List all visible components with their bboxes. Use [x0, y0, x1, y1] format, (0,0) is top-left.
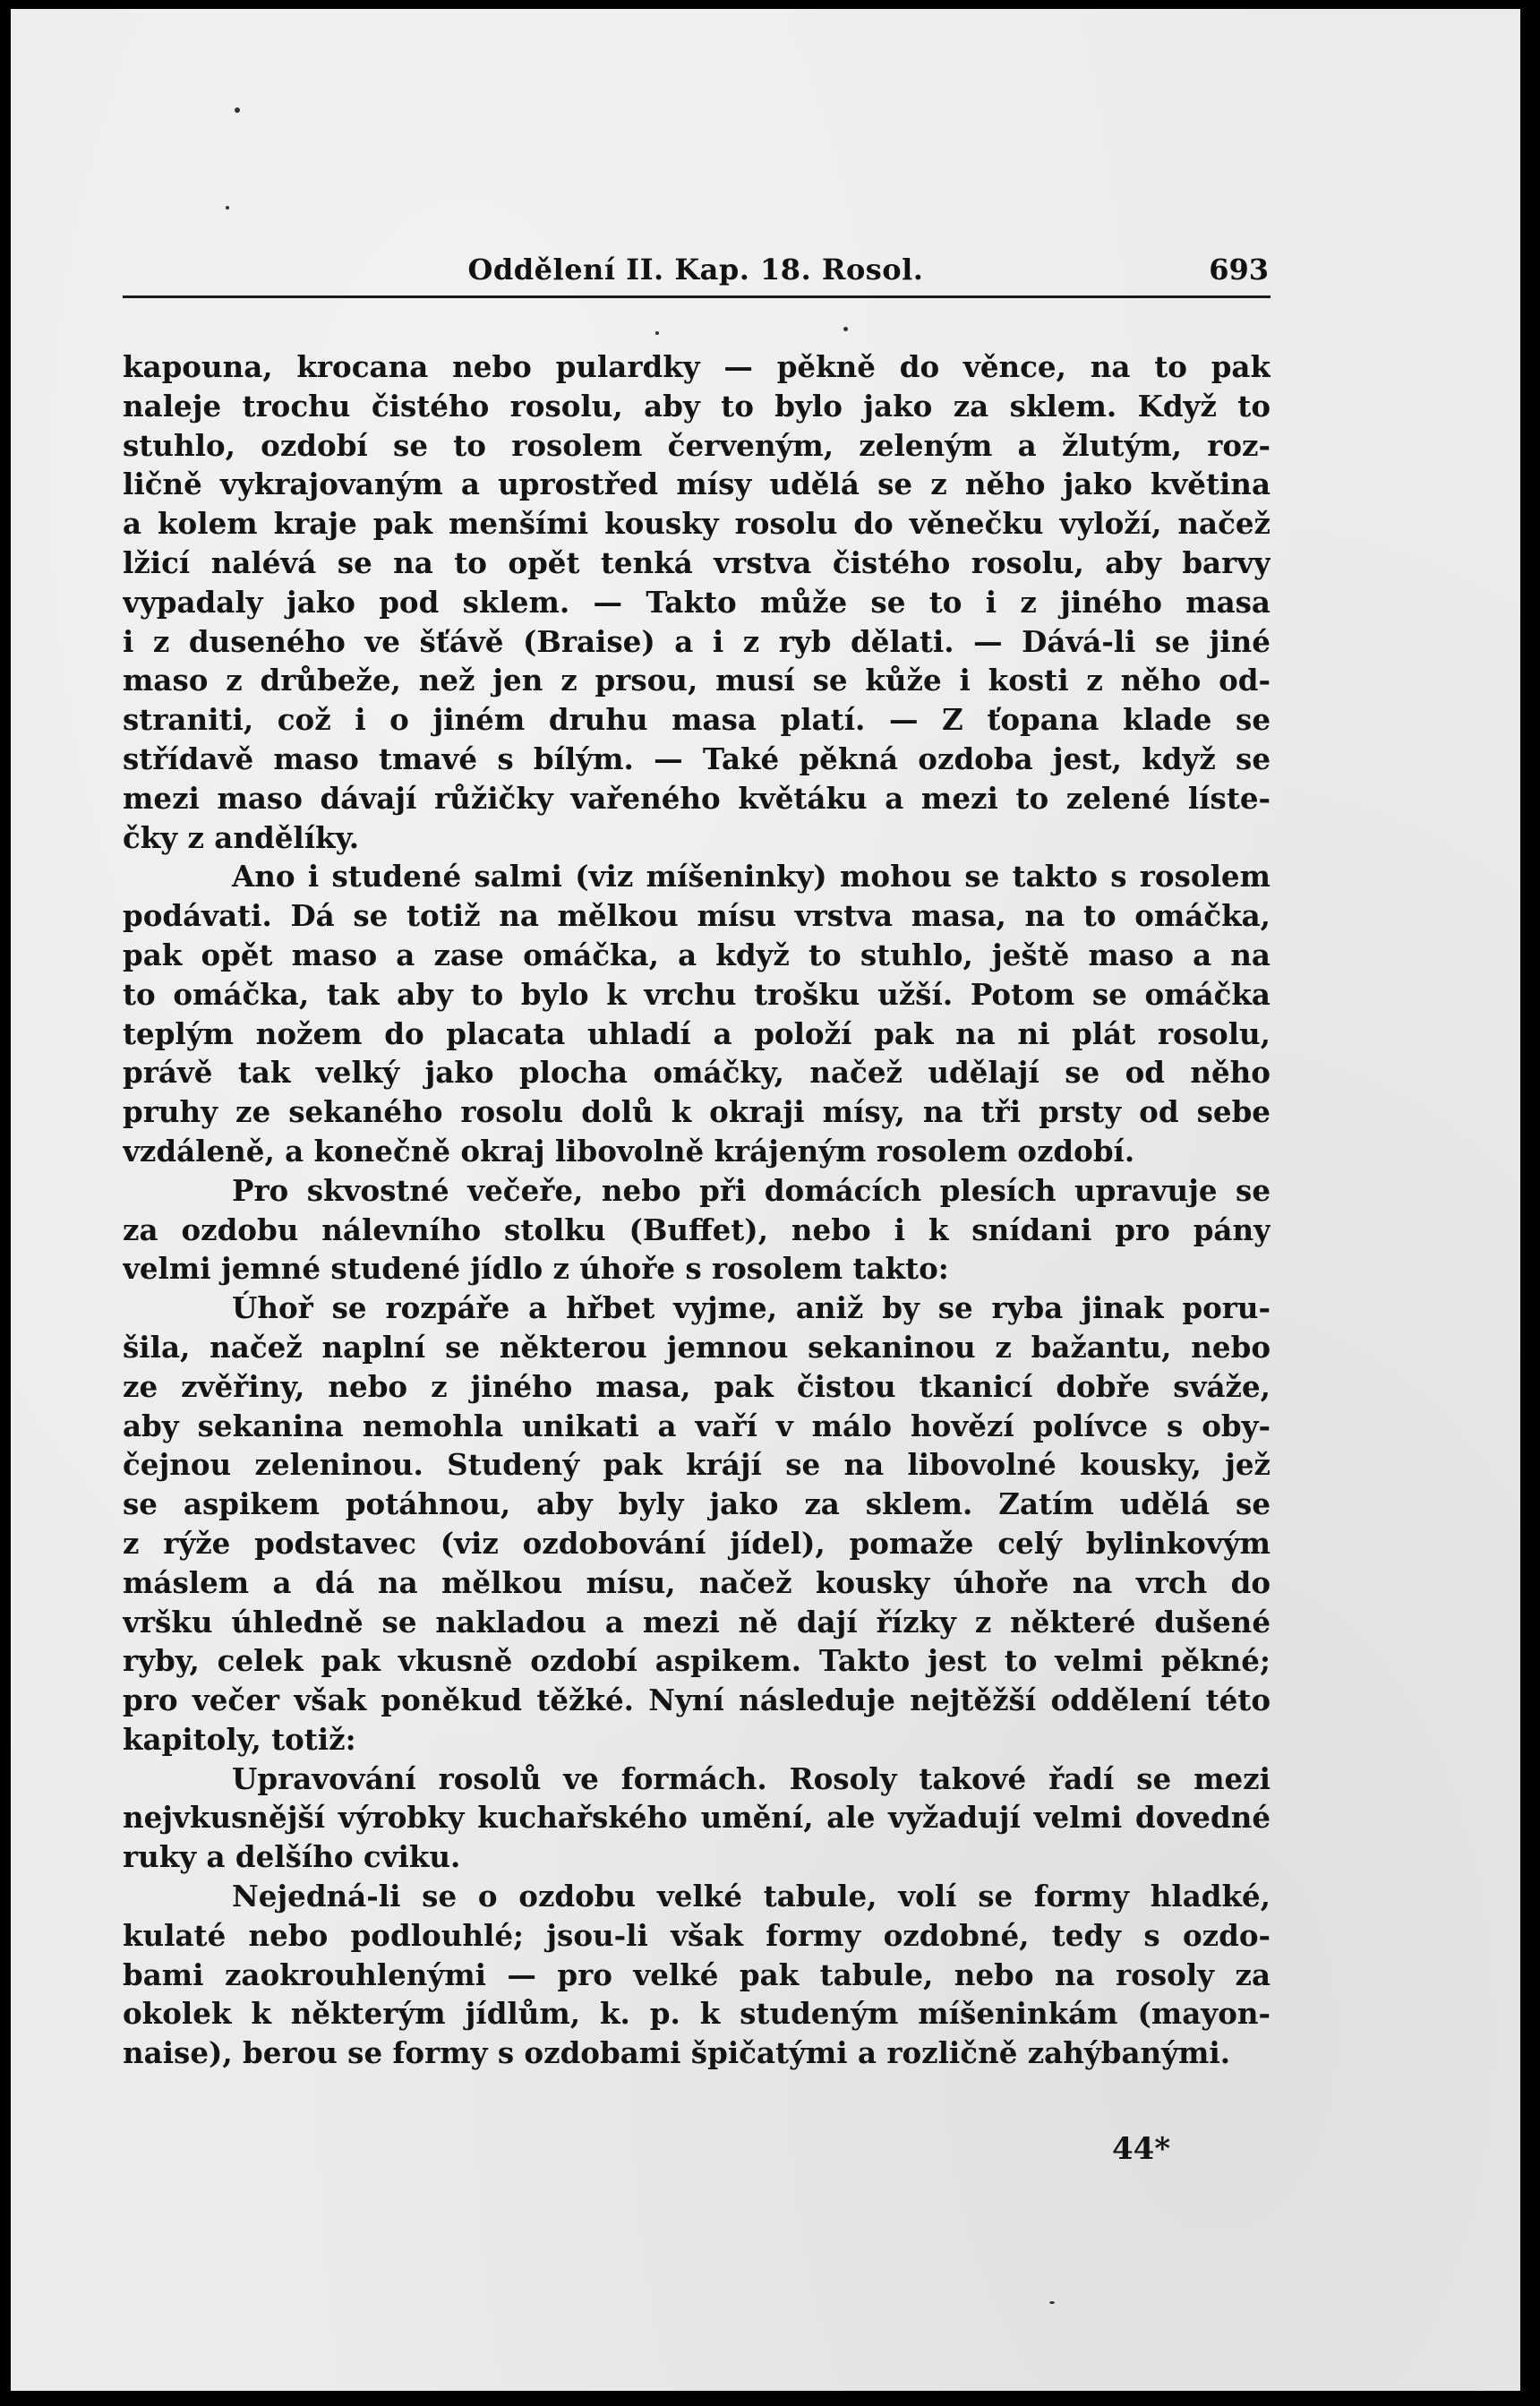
text-line: kapouna, krocana nebo pulardky — pěkně do věnce, na to pak — [123, 349, 1270, 384]
text-line: a kolem kraje pak menšími kousky rosolu do věnečku vyloží, načež — [123, 506, 1270, 542]
text-line: lžicí nalévá se na to opět tenká vrstva čistého rosolu, aby barvy — [123, 544, 1270, 580]
paragraph — [123, 857, 1270, 1170]
text-line: máslem a dá na mělkou mísu, načež kousky úhoře na vrch do — [123, 1564, 1270, 1600]
paragraph — [123, 1877, 1270, 2073]
scan-speck — [655, 331, 659, 335]
body-text — [123, 347, 1270, 2073]
text-line: čky z andělíky. — [123, 819, 360, 855]
running-header — [123, 249, 1269, 294]
text-line: Ano i studené salmi (viz míšeninky) mohou se takto s rosolem — [232, 859, 1270, 895]
text-line: Pro skvostné večeře, nebo při domácích plesích upravuje se — [232, 1172, 1270, 1208]
text-line: Nejedná-li se o ozdobu velké tabule, volí se formy hladké, — [232, 1879, 1270, 1914]
text-line: za ozdobu nálevního stolku (Buffet), nebo i k snídani pro pány — [123, 1212, 1270, 1247]
text-line: se aspikem potáhnou, aby byly jako za sklem. Zatím udělá se — [123, 1486, 1270, 1522]
text-line: pro večer však poněkud těžké. Nyní následuje nejtěžší oddělení této — [123, 1682, 1270, 1718]
scan-speck — [1049, 2301, 1055, 2304]
text-line: kulaté nebo podlouhlé; jsou-li však formy ozdobné, tedy s ozdo- — [123, 1917, 1270, 1953]
text-line: pruhy ze sekaného rosolu dolů k okraji mísy, na tři prsty od sebe — [123, 1094, 1270, 1130]
text-line: kapitoly, totiž: — [123, 1721, 356, 1757]
text-line: ze zvěřiny, nebo z jiného masa, pak čistou tkanicí dobře sváže, — [123, 1368, 1270, 1404]
text-line: naise), berou se formy s ozdobami špičatými a rozličně zahýbanými. — [123, 2035, 1231, 2071]
text-line: velmi jemné studené jídlo z úhoře s rosolem takto: — [123, 1251, 949, 1287]
text-line: to omáčka, tak aby to bylo k vrchu trošku užší. Potom se omáčka — [123, 976, 1270, 1012]
paragraph — [123, 1760, 1270, 1877]
text-line: Upravování rosolů ve formách. Rosoly takové řadí se mezi — [232, 1760, 1270, 1796]
text-line: teplým nožem do placata uhladí a položí pak na ni plát rosolu, — [123, 1015, 1270, 1051]
scan-speck — [843, 327, 848, 331]
running-header-title: Oddělení II. Kap. 18. Rosol. — [467, 253, 924, 287]
text-line: ličně vykrajovaným a uprostřed mísy udělá se z něho jako květina — [123, 467, 1270, 502]
text-line: stuhlo, ozdobí se to rosolem červeným, zeleným a žlutým, roz- — [123, 427, 1270, 463]
text-line: nejvkusnější výrobky kuchařského umění, ale vyžadují velmi dovedné — [123, 1800, 1270, 1836]
text-line: vršku úhledně se nakladou a mezi ně dají řízky z některé dušené — [123, 1604, 1270, 1640]
signature-mark: 44* — [1112, 2131, 1171, 2167]
text-line: ruky a delšího cviku. — [123, 1839, 461, 1875]
page-number: 693 — [1209, 253, 1269, 287]
text-line: čejnou zeleninou. Studený pak krájí se na libovolné kousky, jež — [123, 1447, 1270, 1483]
text-line: straniti, což i o jiném druhu masa platí. — Z ťopana klade se — [123, 702, 1270, 738]
scanned-page — [11, 9, 1520, 2391]
text-line: ryby, celek pak vkusně ozdobí aspikem. Takto jest to velmi pěkné; — [123, 1643, 1270, 1679]
text-line: bami zaokrouhlenými — pro velké pak tabule, nebo na rosoly za — [123, 1956, 1270, 1992]
text-line: naleje trochu čistého rosolu, aby to bylo jako za sklem. Když to — [123, 388, 1270, 424]
text-line: Úhoř se rozpáře a hřbet vyjme, aniž by se ryba jinak poru- — [232, 1290, 1270, 1326]
text-line: pak opět maso a zase omáčka, a když to stuhlo, ještě maso a na — [123, 937, 1270, 972]
text-line: mezi maso dávají růžičky vařeného květáku a mezi to zelené líste- — [123, 780, 1270, 816]
text-line: okolek k některým jídlům, k. p. k studeným míšeninkám (mayon- — [123, 1996, 1270, 2032]
paragraph — [123, 347, 1270, 857]
text-line: šila, načež naplní se některou jemnou sekaninou z bažantu, nebo — [123, 1329, 1270, 1365]
text-line: aby sekanina nemohla unikati a vaří v málo hovězí polívce s oby- — [123, 1408, 1270, 1443]
text-line: z rýže podstavec (viz ozdobování jídel), pomaže celý bylinkovým — [123, 1525, 1270, 1561]
text-line: podávati. Dá se totiž na mělkou mísu vrstva masa, na to omáčka, — [123, 898, 1270, 934]
text-line: vypadaly jako pod sklem. — Takto může se to i z jiného masa — [123, 584, 1270, 620]
paragraph — [123, 1171, 1270, 1289]
header-rule — [123, 295, 1270, 298]
text-line: maso z drůbeže, než jen z prsou, musí se kůže i kosti z něho od- — [123, 663, 1270, 698]
text-line: právě tak velký jako plocha omáčky, načež udělají se od něho — [123, 1055, 1270, 1091]
scan-speck — [226, 206, 229, 210]
scan-speck — [235, 107, 240, 113]
paragraph — [123, 1289, 1270, 1760]
text-line: i z duseného ve šťávě (Braise) a i z ryb dělati. — Dává-li se jiné — [123, 623, 1270, 659]
text-line: střídavě maso tmavé s bílým. — Také pěkná ozdoba jest, když se — [123, 741, 1270, 776]
text-line: vzdáleně, a konečně okraj libovolně krájeným rosolem ozdobí. — [123, 1133, 1135, 1169]
